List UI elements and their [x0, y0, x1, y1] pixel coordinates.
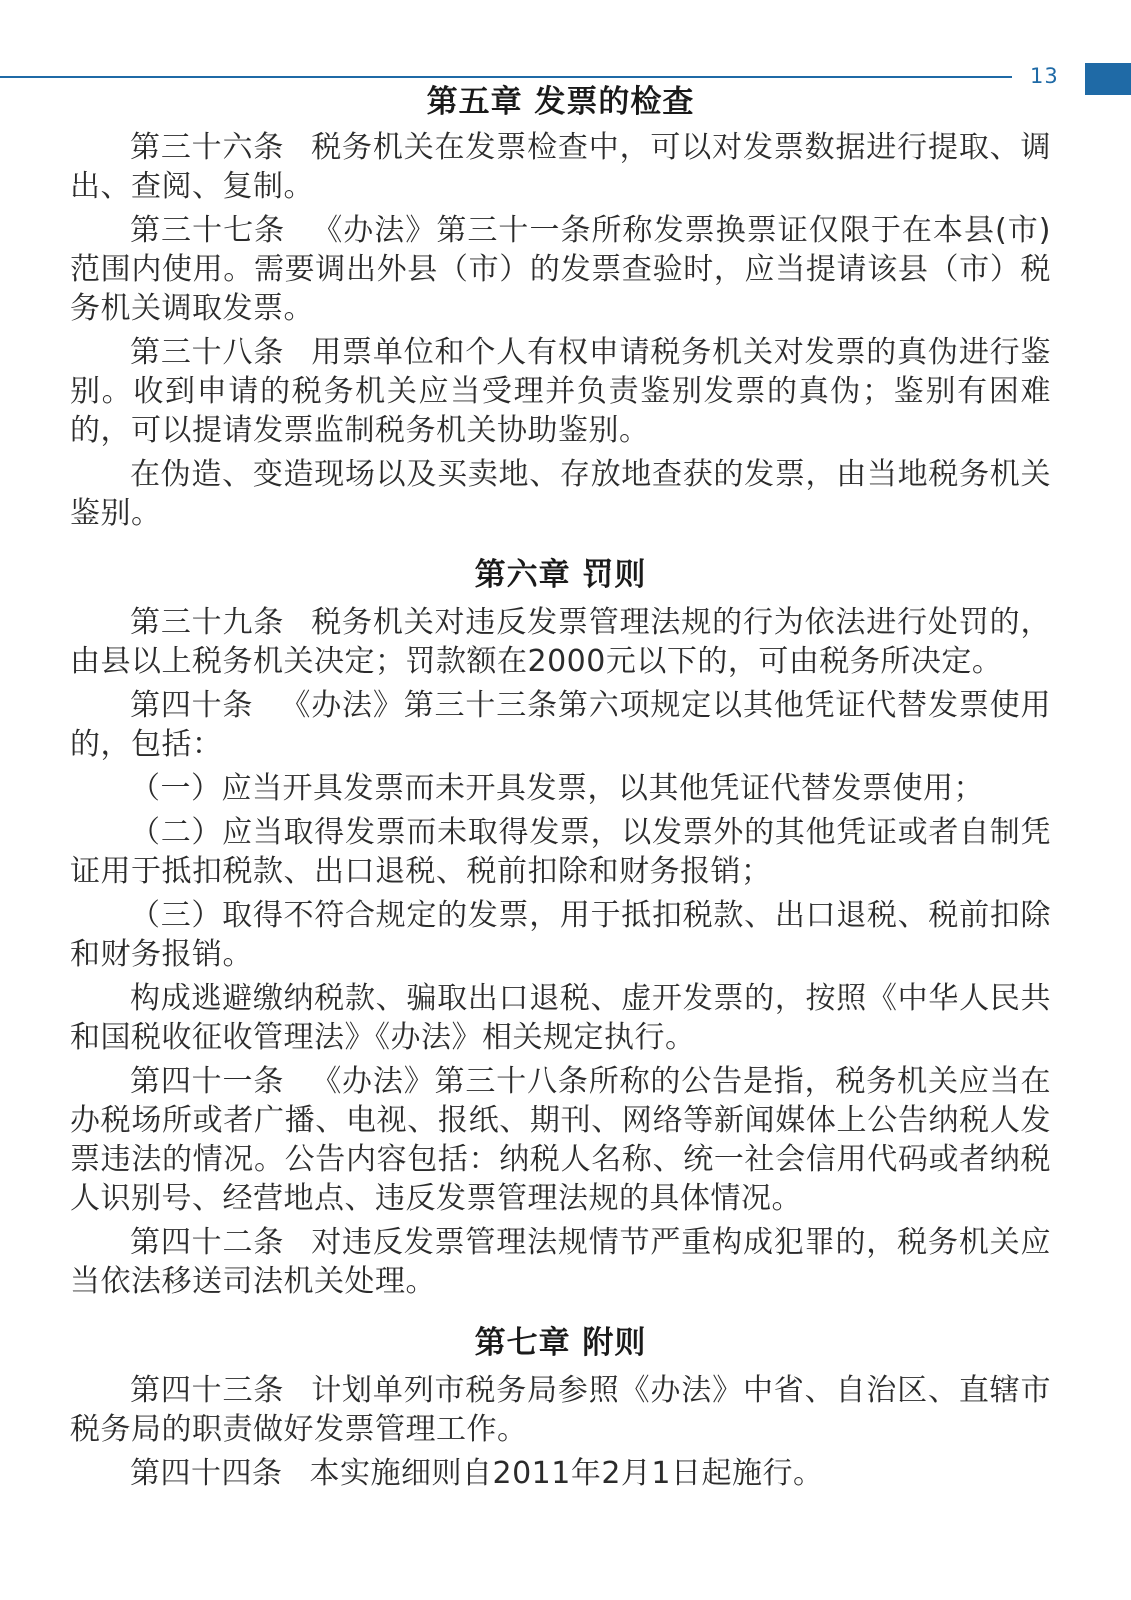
chapter-title-6: 第六章 罚则	[474, 557, 647, 593]
article-40-item-2: （二）应当取得发票而未取得发票，以发票外的其他凭证或者自制凭证用于抵扣税款、出口退税、税前扣除和财务报销；	[70, 815, 1051, 889]
chapter-title-7: 第七章 附则	[474, 1325, 647, 1361]
article-number: 第四十一条	[130, 1064, 285, 1099]
article-44	[70, 1454, 1051, 1493]
article-text: 税务机关在发票检查中，可以对发票数据进行提取、调出、查阅、复制。	[70, 130, 1052, 204]
article-37	[70, 211, 1051, 328]
article-38	[70, 333, 1051, 450]
article-text: 本实施细则自2011年2月1日起施行。	[309, 1456, 824, 1491]
corner-tab	[1085, 63, 1131, 95]
document-body	[70, 82, 1051, 1498]
article-text: 《办法》第三十一条所称发票换票证仅限于在本县(市)范围内使用。需要调出外县（市）的发票查验时，应当提请该县（市）税务机关调取发票。	[70, 213, 1051, 326]
article-number: 第四十四条	[130, 1456, 283, 1491]
article-text: 税务机关对违反发票管理法规的行为依法进行处罚的，由县以上税务机关决定；罚款额在2000元以下的，可由税务所决定。	[70, 605, 1052, 679]
page-number: 13	[1030, 64, 1059, 88]
article-text: 对违反发票管理法规情节严重构成犯罪的，税务机关应当依法移送司法机关处理。	[70, 1225, 1052, 1299]
article-number: 第四十三条	[130, 1373, 285, 1408]
article-text: 《办法》第三十八条所称的公告是指，税务机关应当在办税场所或者广播、电视、报纸、期刊、网络等新闻媒体上公告纳税人发票违法的情况。公告内容包括：纳税人名称、统一社会信用代码或者纳税人识别号、经营地点、违反发票管理法规的具体情况。	[70, 1064, 1052, 1216]
article-number: 第三十六条	[130, 130, 285, 165]
article-number: 第三十七条	[130, 213, 286, 248]
article-text: 用票单位和个人有权申请税务机关对发票的真伪进行鉴别。收到申请的税务机关应当受理并负责鉴别发票的真伪；鉴别有困难的，可以提请发票监制税务机关协助鉴别。	[70, 335, 1052, 448]
article-40	[70, 686, 1051, 764]
article-40-supplement: 构成逃避缴纳税款、骗取出口退税、虚开发票的，按照《中华人民共和国税收征收管理法》《办法》相关规定执行。	[70, 981, 1051, 1055]
article-38-supplement: 在伪造、变造现场以及买卖地、存放地查获的发票，由当地税务机关鉴别。	[70, 457, 1051, 531]
article-text: 《办法》第三十三条第六项规定以其他凭证代替发票使用的，包括：	[70, 688, 1052, 762]
article-40-item-1: （一）应当开具发票而未开具发票，以其他凭证代替发票使用；	[130, 771, 984, 806]
article-text: 计划单列市税务局参照《办法》中省、自治区、直辖市税务局的职责做好发票管理工作。	[70, 1373, 1052, 1447]
chapter-title-5: 第五章 发票的检查	[426, 84, 695, 120]
article-number: 第四十二条	[130, 1225, 285, 1260]
article-number: 第三十八条	[130, 335, 285, 370]
article-43	[70, 1371, 1051, 1449]
article-36	[70, 128, 1051, 206]
article-39	[70, 603, 1051, 681]
article-number: 第四十条	[130, 688, 254, 723]
article-40-item-3: （三）取得不符合规定的发票，用于抵扣税款、出口退税、税前扣除和财务报销。	[70, 898, 1051, 972]
article-41	[70, 1062, 1051, 1218]
article-number: 第三十九条	[130, 605, 285, 640]
article-42	[70, 1223, 1051, 1301]
header-rule	[0, 76, 1012, 78]
